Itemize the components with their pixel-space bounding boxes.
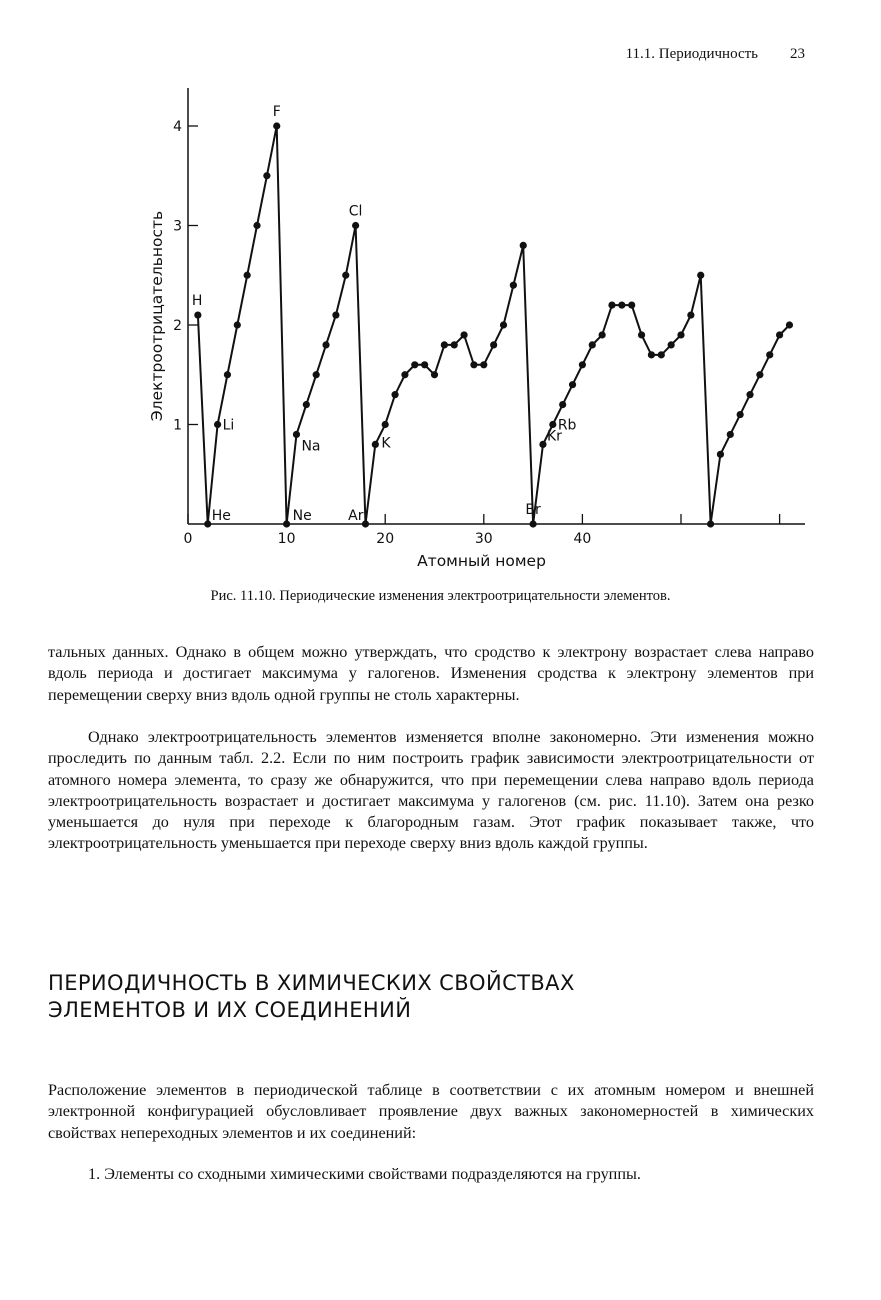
y-tick-label: 3 <box>173 218 182 235</box>
data-point <box>391 391 398 398</box>
data-point <box>431 371 438 378</box>
data-point <box>776 331 783 338</box>
data-point <box>263 172 270 179</box>
data-point <box>303 401 310 408</box>
heading-line-2: ЭЛЕМЕНТОВ И ИХ СОЕДИНЕНИЙ <box>48 998 412 1022</box>
paragraph-electron-affinity: тальных данных. Однако в общем можно утверждать, что сродство к электрону возрастает слева направо вдоль периода и достигает максимума у галогенов. Изменения сродства к электрону элементов при перемещении сверху вниз вдоль одной группы не столь характерны. <box>48 643 814 704</box>
data-point <box>451 341 458 348</box>
data-point <box>786 321 793 328</box>
data-point <box>382 421 389 428</box>
data-point <box>717 451 724 458</box>
data-point <box>214 421 221 428</box>
x-tick-label: 30 <box>474 531 493 547</box>
data-point <box>253 222 260 229</box>
data-point <box>737 411 744 418</box>
data-point <box>589 341 596 348</box>
element-label-k: K <box>381 435 391 452</box>
figure-caption: Рис. 11.10. Периодические изменения электроотрицательности элементов. <box>210 588 671 604</box>
data-point <box>460 331 467 338</box>
list-item-1: 1. Элементы со сходными химическими свойствами подразделяются на группы. <box>88 1165 641 1183</box>
element-label-ar: Ar <box>348 508 364 524</box>
data-point <box>480 361 487 368</box>
data-point <box>628 302 635 309</box>
data-point <box>766 351 773 358</box>
x-axis-title: Атомный номер <box>417 552 546 570</box>
data-point <box>599 331 606 338</box>
data-point <box>569 381 576 388</box>
data-point <box>332 311 339 318</box>
data-point <box>313 371 320 378</box>
data-point <box>727 431 734 438</box>
x-tick-label: 20 <box>376 531 395 547</box>
data-point <box>500 321 507 328</box>
data-point <box>411 361 418 368</box>
data-point <box>401 371 408 378</box>
data-point <box>342 272 349 279</box>
electronegativity-chart <box>0 0 881 580</box>
element-label-h: H <box>191 293 203 310</box>
data-point <box>746 391 753 398</box>
data-point <box>234 321 241 328</box>
data-point <box>549 421 556 428</box>
x-tick-label: 10 <box>277 531 296 547</box>
x-tick-label: 40 <box>573 531 592 547</box>
data-point <box>687 311 694 318</box>
data-point <box>559 401 566 408</box>
element-label-he: He <box>211 508 231 524</box>
paragraph-periodic-arrangement: Расположение элементов в периодической таблице в соответствии с их атомным номером и внешней электронной конфигурацией обусловливает проявление двух важных закономерностей в химических свойствах непереходных элементов и их соединений: <box>48 1081 814 1142</box>
element-label-cl: Cl <box>348 203 363 220</box>
data-point <box>520 242 527 249</box>
data-point <box>668 341 675 348</box>
data-point <box>539 441 546 448</box>
data-point <box>707 520 714 527</box>
series-line <box>198 126 790 524</box>
data-point <box>441 341 448 348</box>
element-label-f: F <box>272 104 281 120</box>
data-point <box>293 431 300 438</box>
page-number: 23 <box>790 46 805 62</box>
data-point <box>352 222 359 229</box>
data-point <box>224 371 231 378</box>
data-point <box>579 361 586 368</box>
paragraph-electronegativity: Однако электроотрицательность элементов изменяется вполне закономерно. Эти изменения можно проследить по данным табл. 2.2. Если по ним построить график зависимости электроотрицательности от атомного номера элемента, то сразу же обнаружится, что при перемещении слева направо вдоль периода электроотрицательность возрастает и достигает максимума у галогенов (см. рис. 11.10). Затем она резко уменьшается до нуля при переходе к благородным газам. Этот график показывает также, что электроотрицательность уменьшается при переходе сверху вниз вдоль каждой группы. <box>48 728 814 853</box>
data-point <box>648 351 655 358</box>
data-point <box>273 122 280 129</box>
data-point <box>283 520 290 527</box>
data-point <box>658 351 665 358</box>
data-point <box>618 302 625 309</box>
data-point <box>530 520 537 527</box>
element-label-rb: Rb <box>557 417 577 434</box>
data-point <box>638 331 645 338</box>
data-point <box>244 272 251 279</box>
data-point <box>470 361 477 368</box>
data-point <box>372 441 379 448</box>
data-point <box>490 341 497 348</box>
header-section: 11.1. Периодичность <box>625 46 758 62</box>
data-point <box>677 331 684 338</box>
y-tick-label: 4 <box>173 119 182 135</box>
data-point <box>421 361 428 368</box>
data-point <box>194 311 201 318</box>
element-label-na: Na <box>301 438 321 455</box>
x-tick-label: 0 <box>183 531 193 547</box>
section-heading <box>48 970 575 1024</box>
y-tick-label: 1 <box>173 417 182 434</box>
element-label-kr: Kr <box>546 428 562 445</box>
data-point <box>697 272 704 279</box>
data-point <box>608 302 615 309</box>
y-axis-title: Электроотрицательность <box>148 210 166 422</box>
element-label-li: Li <box>222 417 235 434</box>
element-label-ne: Ne <box>292 508 312 524</box>
data-point <box>756 371 763 378</box>
data-point <box>510 282 517 289</box>
element-label-br: Br <box>525 502 541 518</box>
y-tick-label: 2 <box>173 318 182 334</box>
data-point <box>322 341 329 348</box>
data-point <box>204 520 211 527</box>
heading-line-1: ПЕРИОДИЧНОСТЬ В ХИМИЧЕСКИХ СВОЙСТВАХ <box>48 971 575 995</box>
